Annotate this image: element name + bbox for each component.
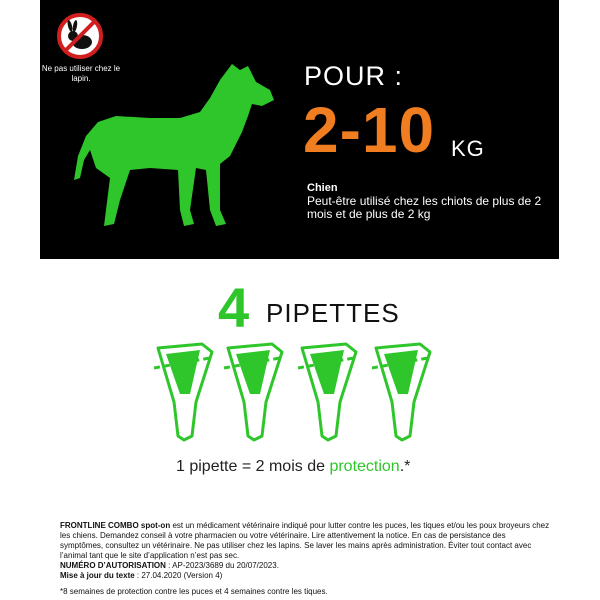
legal-notice — [60, 521, 550, 581]
duration-highlight: protection — [329, 458, 400, 475]
weight-range: 2-10 — [303, 94, 436, 166]
species-title: Chien — [307, 182, 338, 194]
pipette-icon — [152, 340, 222, 446]
pipette-icon — [296, 340, 366, 446]
no-rabbit-icon — [56, 12, 104, 60]
duration-prefix: 1 pipette = 2 mois de — [176, 458, 330, 475]
legal-paragraph — [60, 521, 550, 561]
update-value: : 27.04.2020 (Version 4) — [134, 571, 223, 580]
pipette-count: 4 — [218, 276, 250, 339]
footnote: *8 semaines de protection contre les puces et 4 semaines contre les tiques. — [60, 587, 328, 596]
rabbit-warning-text: Ne pas utiliser chez le lapin. — [41, 64, 121, 83]
pipette-label: PIPETTES — [266, 298, 400, 328]
protection-duration — [176, 458, 410, 476]
for-label: POUR : — [304, 61, 404, 91]
authorization-label: NUMÉRO D’AUTORISATION — [60, 561, 166, 570]
dog-silhouette — [70, 60, 285, 230]
duration-suffix: .* — [399, 458, 411, 475]
update-line — [60, 571, 550, 581]
authorization-value: : AP-2023/3689 du 20/07/2023. — [165, 561, 279, 570]
species-description: Peut-être utilisé chez les chiots de plus de 2 mois et de plus de 2 kg — [307, 194, 542, 221]
legal-product-name: FRONTLINE COMBO spot-on — [60, 521, 171, 530]
weight-unit: KG — [451, 136, 485, 161]
authorization-line — [60, 561, 550, 571]
pipette-icon — [370, 340, 440, 446]
update-label: Mise à jour du texte — [60, 571, 135, 580]
pipette-icon — [222, 340, 292, 446]
legal-body: est un médicament vétérinaire indiqué pour lutter contre les puces, les tiques et/ou les poux broyeurs chez les chiens. Demandez conseil à votre pharmacien ou votre vétérinaire. Lire attentivement la notice. En cas de persistance des symptômes, consultez un vétérinaire. Ne pas utiliser chez les lapins. Se laver les mains après administration. Éviter tout contact avec l’animal tant que le site d’application n’est pas sec. — [60, 521, 550, 560]
